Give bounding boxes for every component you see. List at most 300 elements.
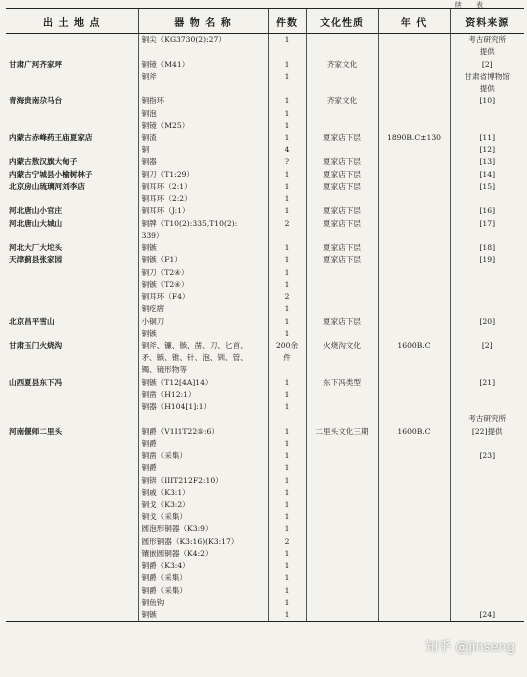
cell-source [450, 462, 524, 474]
cell-artifact: 铜戈（采集） [138, 511, 268, 523]
cell-site: 河北唐山小官庄 [9, 206, 63, 216]
cell-site [6, 364, 138, 376]
cell-site: 内蒙古宁城县小榆树林子 [9, 169, 93, 179]
cell-artifact: 铜斧 [138, 71, 268, 83]
source-text: 甘肃省博物馆 [464, 71, 511, 81]
cell-count: 1 [268, 487, 306, 499]
cell-date [378, 572, 450, 584]
cell-date [378, 450, 450, 462]
cell-count: 1 [268, 511, 306, 523]
cell-count: 1 [268, 132, 306, 144]
cell-site [6, 560, 138, 572]
cell-site [6, 438, 138, 450]
cell-source [450, 193, 524, 205]
cell-count: ? [268, 156, 306, 168]
cell-site [6, 572, 138, 584]
cell-culture [306, 585, 378, 597]
cell-artifact: 铜斧、镰、镞、凿、刀、匕首、 [138, 340, 268, 352]
cell-culture [306, 230, 378, 242]
cell-artifact [138, 46, 268, 58]
cell-site: 甘肃广河齐家坪 [9, 59, 63, 69]
cell-artifact: 铜刀（T1:29） [138, 169, 268, 181]
reference-number: [19] [479, 255, 496, 265]
cell-date: 1600B.C [378, 426, 450, 438]
cell-artifact: 铜鱼钩 [138, 597, 268, 609]
cell-site: 内蒙古赤峰药王庙夏家店 [9, 132, 93, 142]
cell-source [450, 499, 524, 511]
table-row [6, 279, 524, 291]
cell-source [450, 46, 524, 58]
cell-site: 北京房山琉璃河刘李店 [9, 181, 85, 191]
cell-source [450, 536, 524, 548]
cell-artifact: 矛、镞、锥、针、泡、钏、管、 [138, 352, 268, 364]
cell-culture [306, 597, 378, 609]
cell-date [378, 352, 450, 364]
table-row [6, 413, 524, 425]
cell-site [6, 352, 138, 364]
cell-source [450, 438, 524, 450]
table-row [6, 303, 524, 315]
cell-site [6, 71, 138, 83]
cell-source [450, 364, 524, 376]
cell-site [6, 450, 138, 462]
cell-site [6, 523, 138, 535]
cell-site: 山西夏县东下冯 [9, 377, 63, 387]
cell-date [378, 181, 450, 193]
cell-source [450, 377, 524, 389]
cell-date [378, 71, 450, 83]
cell-count: 1 [268, 585, 306, 597]
cell-source [450, 315, 524, 327]
cell-count: 1 [268, 548, 306, 560]
cell-source [450, 205, 524, 217]
cell-source [450, 95, 524, 107]
cell-artifact: 铜耳环（J:1） [138, 205, 268, 217]
cell-count: 1 [268, 438, 306, 450]
cell-artifact: 铜镞（T2④） [138, 279, 268, 291]
table-row [6, 218, 524, 230]
reference-number: [24] [479, 610, 496, 620]
cell-artifact: 铜耳环（2:2） [138, 193, 268, 205]
cell-count [268, 364, 306, 376]
cell-artifact: 铜爵（K3:4） [138, 560, 268, 572]
cell-date [378, 242, 450, 254]
table-row [6, 181, 524, 193]
cell-date [378, 83, 450, 95]
cell-artifact: 铜凿（采集） [138, 450, 268, 462]
cell-culture [306, 401, 378, 413]
table-row [6, 169, 524, 181]
cell-source [450, 58, 524, 70]
header-row [6, 9, 524, 34]
cell-culture: 夏家店下层 [306, 169, 378, 181]
table-row [6, 266, 524, 278]
cell-date [378, 548, 450, 560]
cell-culture: 夏家店下层 [306, 156, 378, 168]
cell-count: 1 [268, 609, 306, 622]
cell-source [450, 597, 524, 609]
cell-date [378, 205, 450, 217]
cell-artifact: 铜耳环（F4） [138, 291, 268, 303]
cell-culture [306, 523, 378, 535]
cell-site [6, 609, 138, 622]
table-row [6, 132, 524, 144]
cell-culture [306, 107, 378, 119]
cell-count [268, 46, 306, 58]
cell-source [450, 156, 524, 168]
cell-site: 河北大厂大坨头 [9, 243, 63, 253]
cell-count: 2 [268, 218, 306, 230]
table-row [6, 205, 524, 217]
table-row [6, 364, 524, 376]
table-row [6, 511, 524, 523]
cell-artifact: 铜戚（K3:1） [138, 487, 268, 499]
cell-date [378, 377, 450, 389]
cell-count: 1 [268, 193, 306, 205]
cell-culture: 夏家店下层 [306, 254, 378, 266]
cell-source [450, 401, 524, 413]
cell-artifact: 铜器（H104[1]:1） [138, 401, 268, 413]
cell-source [450, 303, 524, 315]
cell-count: 1 [268, 279, 306, 291]
table-row [6, 560, 524, 572]
cell-date [378, 609, 450, 622]
cell-culture [306, 560, 378, 572]
table-row [6, 474, 524, 486]
cell-count: 2 [268, 291, 306, 303]
cell-source [450, 266, 524, 278]
header-count: 件数 [268, 9, 306, 34]
cell-site [6, 144, 138, 156]
cell-count: 4 [268, 144, 306, 156]
cell-source [450, 352, 524, 364]
cell-artifact: 铜戈（K3:2） [138, 499, 268, 511]
reference-number: [11] [479, 132, 496, 142]
cell-source [450, 450, 524, 462]
table-row [6, 46, 524, 58]
cell-culture [306, 34, 378, 47]
cell-count: 1 [268, 95, 306, 107]
cell-source [450, 487, 524, 499]
cell-artifact: 圆形铜器（K3:16)(K3:17） [138, 536, 268, 548]
cell-source [450, 585, 524, 597]
cell-artifact [138, 83, 268, 95]
cell-site [6, 499, 138, 511]
cell-date [378, 193, 450, 205]
cell-culture: 东下冯类型 [306, 377, 378, 389]
header-site: 出 土 地 点 [6, 9, 138, 34]
cell-date [378, 46, 450, 58]
table-row [6, 242, 524, 254]
cell-date [378, 120, 450, 132]
reference-number: [14] [479, 169, 496, 179]
cell-site [6, 279, 138, 291]
cell-site [6, 46, 138, 58]
cell-source [450, 291, 524, 303]
cell-artifact: 铜镞（F1） [138, 254, 268, 266]
cell-count: 1 [268, 58, 306, 70]
cell-source [450, 548, 524, 560]
cell-date [378, 438, 450, 450]
cell-site [6, 291, 138, 303]
cell-site [6, 193, 138, 205]
cell-date [378, 279, 450, 291]
cell-artifact: 小铜刀 [138, 315, 268, 327]
cell-artifact: 铜镜（M25） [138, 120, 268, 132]
reference-number: [21] [479, 377, 496, 387]
cell-count: 2 [268, 536, 306, 548]
cell-count: 1 [268, 426, 306, 438]
cell-date [378, 303, 450, 315]
cell-date [378, 218, 450, 230]
cell-source [450, 132, 524, 144]
cell-artifact: 铜爵 [138, 462, 268, 474]
cell-culture [306, 83, 378, 95]
cell-count: 1 [268, 560, 306, 572]
cell-count: 1 [268, 303, 306, 315]
cell-source [450, 523, 524, 535]
table-row [6, 499, 524, 511]
cell-source [450, 242, 524, 254]
table-row [6, 401, 524, 413]
cell-culture [306, 511, 378, 523]
cell-source [450, 254, 524, 266]
cell-date [378, 107, 450, 119]
table-row [6, 487, 524, 499]
reference-number: [12] [479, 145, 496, 155]
cell-count: 1 [268, 389, 306, 401]
cell-site [6, 401, 138, 413]
cell-artifact: 铜镞 [138, 242, 268, 254]
table-row [6, 340, 524, 352]
cell-source [450, 328, 524, 340]
source-text: 提供 [487, 426, 503, 436]
cell-count: 1 [268, 34, 306, 47]
cell-culture [306, 193, 378, 205]
cell-artifact: 铜爵（采集） [138, 585, 268, 597]
cell-culture [306, 46, 378, 58]
table-row [6, 328, 524, 340]
cell-culture [306, 144, 378, 156]
cell-source [450, 230, 524, 242]
cell-site [6, 328, 138, 340]
cell-date [378, 328, 450, 340]
cell-culture [306, 389, 378, 401]
cell-site [6, 585, 138, 597]
cell-culture [306, 279, 378, 291]
cell-count: 1 [268, 499, 306, 511]
table-row [6, 34, 524, 47]
table-row [6, 193, 524, 205]
cell-date [378, 315, 450, 327]
cell-source [450, 181, 524, 193]
table-row [6, 83, 524, 95]
cell-count: 1 [268, 474, 306, 486]
table-row [6, 107, 524, 119]
cell-culture [306, 266, 378, 278]
cell-site: 青海贵南尕马台 [9, 96, 63, 106]
cell-count: 1 [268, 523, 306, 535]
source-text: 提供 [479, 47, 495, 57]
cell-site [6, 34, 138, 47]
source-text: 考古研究所 [468, 35, 507, 45]
cell-count: 1 [268, 572, 306, 584]
cell-artifact: 铜锛（IIIT212F2:10） [138, 474, 268, 486]
reference-number: [2] [481, 59, 493, 69]
table-row [6, 377, 524, 389]
cell-artifact: 铜指环 [138, 95, 268, 107]
table-row [6, 523, 524, 535]
cell-site [6, 120, 138, 132]
cell-date [378, 523, 450, 535]
cell-count: 1 [268, 401, 306, 413]
table-row [6, 548, 524, 560]
table-row [6, 426, 524, 438]
continuation-mark: 续 表 [454, 1, 489, 9]
reference-number: [16] [479, 206, 496, 216]
cell-site: 河南偃师二里头 [9, 426, 63, 436]
table-row [6, 450, 524, 462]
cell-date [378, 58, 450, 70]
cell-artifact: 圆泡形铜器（K3:9） [138, 523, 268, 535]
header-source: 资料来源 [450, 9, 524, 34]
cell-count: 1 [268, 205, 306, 217]
cell-source [450, 474, 524, 486]
cell-count [268, 83, 306, 95]
cell-site [6, 83, 138, 95]
cell-date [378, 364, 450, 376]
cell-date [378, 95, 450, 107]
cell-culture [306, 438, 378, 450]
cell-artifact: 铜爵（采集） [138, 572, 268, 584]
table-row [6, 120, 524, 132]
table-row [6, 254, 524, 266]
cell-site [6, 413, 138, 425]
cell-culture [306, 462, 378, 474]
artifact-table [6, 8, 524, 622]
reference-number: [10] [479, 96, 496, 106]
cell-site [6, 511, 138, 523]
cell-artifact: 铜凿（H12:1） [138, 389, 268, 401]
cell-culture [306, 413, 378, 425]
header-culture: 文化性质 [306, 9, 378, 34]
cell-culture: 夏家店下层 [306, 132, 378, 144]
table-row [6, 315, 524, 327]
table-row [6, 389, 524, 401]
cell-artifact: 铜泡 [138, 107, 268, 119]
cell-source [450, 340, 524, 352]
cell-source [450, 389, 524, 401]
cell-date [378, 487, 450, 499]
cell-count: 1 [268, 181, 306, 193]
table-row [6, 585, 524, 597]
cell-date [378, 536, 450, 548]
cell-source [450, 413, 524, 425]
reference-number: [18] [479, 243, 496, 253]
cell-culture: 夏家店下层 [306, 242, 378, 254]
cell-count: 1 [268, 315, 306, 327]
cell-artifact: 铜镜（M41） [138, 58, 268, 70]
reference-number: [13] [479, 157, 496, 167]
table-row [6, 352, 524, 364]
reference-number: [15] [479, 181, 496, 191]
cell-culture [306, 328, 378, 340]
header-date: 年 代 [378, 9, 450, 34]
cell-source [450, 83, 524, 95]
cell-source [450, 144, 524, 156]
table-row [6, 536, 524, 548]
cell-site [6, 548, 138, 560]
cell-date [378, 413, 450, 425]
cell-count: 1 [268, 266, 306, 278]
cell-artifact: 铜 [138, 144, 268, 156]
cell-count: 1 [268, 120, 306, 132]
cell-date [378, 144, 450, 156]
cell-source [450, 560, 524, 572]
cell-date [378, 34, 450, 47]
cell-count: 1 [268, 242, 306, 254]
cell-site [6, 462, 138, 474]
cell-date [378, 499, 450, 511]
cell-source [450, 169, 524, 181]
cell-artifact: 铜爵（V1I1T22⑤:6） [138, 426, 268, 438]
cell-artifact: 铜镞 [138, 328, 268, 340]
reference-number: [22] [471, 426, 488, 436]
cell-artifact: 铜刀（T2④） [138, 266, 268, 278]
cell-count [268, 413, 306, 425]
cell-culture [306, 499, 378, 511]
cell-artifact: 339） [138, 230, 268, 242]
cell-count: 1 [268, 450, 306, 462]
cell-culture [306, 609, 378, 622]
cell-site [6, 303, 138, 315]
cell-date: 1890B.C±130 [378, 132, 450, 144]
table-row [6, 291, 524, 303]
cell-culture: 夏家店下层 [306, 205, 378, 217]
cell-source [450, 120, 524, 132]
cell-artifact: 铜镞 [138, 609, 268, 622]
cell-date [378, 230, 450, 242]
cell-site [6, 474, 138, 486]
table-row [6, 609, 524, 622]
cell-artifact: 铜爵 [138, 438, 268, 450]
cell-artifact: 铜渣 [138, 132, 268, 144]
cell-date [378, 156, 450, 168]
cell-date [378, 389, 450, 401]
cell-site [6, 487, 138, 499]
cell-source [450, 218, 524, 230]
cell-count: 1 [268, 328, 306, 340]
cell-site: 北京昌平雪山 [9, 316, 55, 326]
cell-count: 1 [268, 71, 306, 83]
cell-date [378, 266, 450, 278]
cell-date [378, 511, 450, 523]
cell-site [6, 107, 138, 119]
cell-artifact: 铜尖（KG3730(2):27） [138, 34, 268, 47]
cell-artifact [138, 413, 268, 425]
cell-culture: 火烧沟文化 [306, 340, 378, 352]
table-row [6, 230, 524, 242]
header-artifact: 器 物 名 称 [138, 9, 268, 34]
cell-culture: 夏家店下层 [306, 181, 378, 193]
cell-site: 内蒙古敖汉旗大甸子 [9, 157, 78, 167]
cell-site: 河北唐山大城山 [9, 218, 63, 228]
cell-culture [306, 548, 378, 560]
reference-number: [17] [479, 218, 496, 228]
cell-culture [306, 536, 378, 548]
table-row [6, 71, 524, 83]
cell-source [450, 426, 524, 438]
